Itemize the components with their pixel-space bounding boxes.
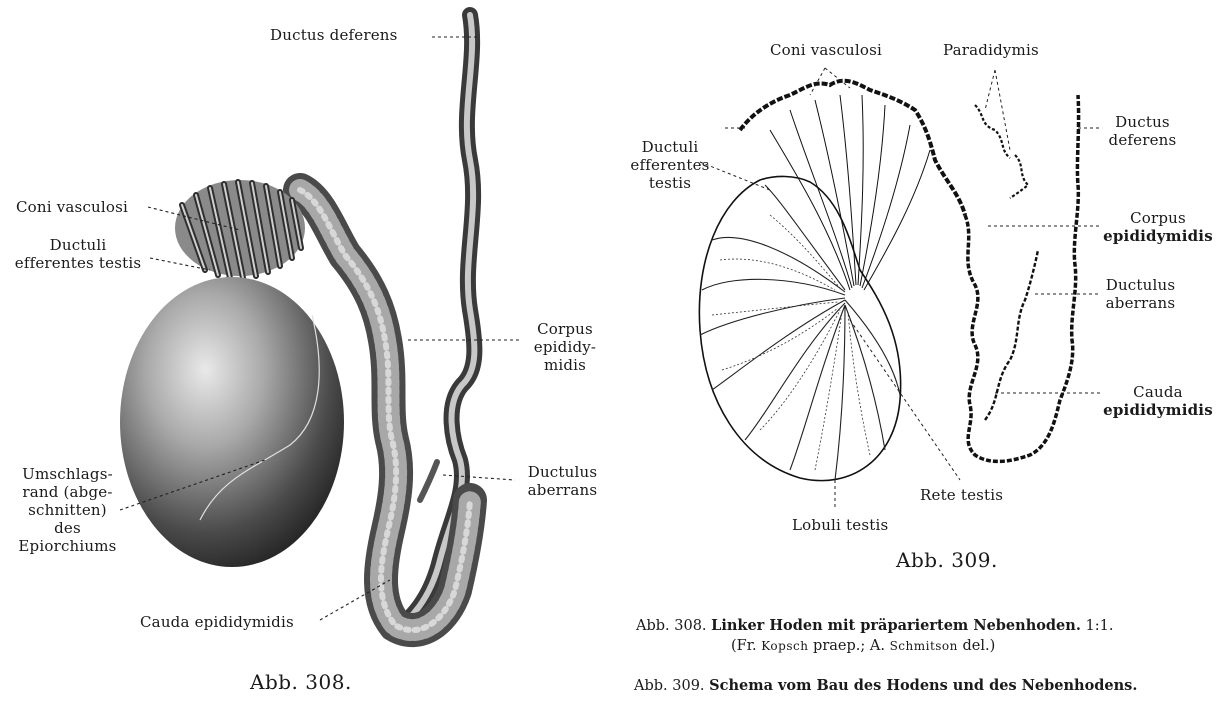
figure-309-caption: Abb. 309. [896, 548, 998, 572]
credit-part-c: praep.; A. [808, 638, 890, 654]
label-ductus-deferens-309 [1100, 113, 1185, 149]
credit-part-a: (Fr. [731, 638, 762, 654]
testis-lobuli-shape [699, 176, 900, 480]
label-ductus309-line1: Ductus [1115, 113, 1170, 131]
label-ductus309-line2: deferens [1108, 131, 1177, 149]
label-ductulus309-line1: Ductulus [1105, 276, 1176, 294]
caption-308-title: Linker Hoden mit präpariertem Nebenhoden. [711, 617, 1081, 634]
corpus-cauda-schematic [965, 95, 1079, 461]
label-corpus309-line2: epididymidis [1103, 227, 1213, 245]
label-cauda-epididymidis-308: Cauda epididymidis [140, 613, 294, 631]
label-umschlag-line5: Epiorchiums [18, 537, 117, 555]
label-lobuli-testis-309: Lobuli testis [792, 516, 889, 534]
label-ductus-deferens-308: Ductus deferens [270, 26, 398, 44]
caption-308-credit [731, 638, 995, 654]
label-umschlag-line3: schnitten) [28, 501, 107, 519]
caption-309-line [634, 677, 1137, 694]
ductulus-aberrans-schematic [985, 250, 1038, 420]
label-coni-vasculosi-309: Coni vasculosi [770, 41, 883, 59]
label-cauda-epididymidis-309 [1098, 383, 1218, 419]
label-ductuli309-line3: testis [648, 174, 692, 192]
label-ductuli309-line1: Ductuli [641, 138, 699, 156]
label-umschlag-line2: rand (abge- [22, 483, 113, 501]
label-ductuli-efferentes-309 [625, 138, 715, 192]
label-ductuli309-line2: efferentes [630, 156, 710, 174]
label-umschlag-line1: Umschlags- [22, 465, 113, 483]
label-coni-vasculosi-308: Coni vasculosi [16, 198, 129, 216]
figure-308-caption: Abb. 308. [250, 670, 352, 694]
label-corpus-line3: midis [543, 356, 587, 374]
label-umschlag-line4: des [54, 519, 81, 537]
label-corpus-line2: epididy- [533, 338, 597, 356]
caption-309-title: Schema vom Bau des Hodens und des Nebenhodens. [709, 677, 1138, 694]
label-rete-testis-309: Rete testis [920, 486, 1004, 504]
label-corpus-epididymidis-309 [1098, 209, 1218, 245]
label-cauda309-line2: epididymidis [1103, 401, 1213, 419]
caption-308-scale: 1:1. [1085, 618, 1114, 634]
label-cauda309-line1: Cauda [1133, 383, 1183, 401]
label-ductuli-line1: Ductuli [49, 236, 107, 254]
label-ductulus-line2: aberrans [527, 481, 598, 499]
label-paradidymis-309: Paradidymis [943, 41, 1039, 59]
credit-author-kopsch: Kopsch [761, 639, 809, 653]
caption-308-line1 [636, 617, 1113, 634]
label-ductulus309-line2: aberrans [1105, 294, 1176, 312]
label-ductuli-line2: efferentes testis [14, 254, 142, 272]
credit-part-e: del.) [957, 638, 996, 654]
paradidymis-schematic [975, 105, 1028, 198]
credit-author-schmitson: Schmitson [889, 639, 958, 653]
label-corpus-line1: Corpus [537, 320, 593, 338]
label-ductulus-aberrans-309 [1098, 276, 1183, 312]
label-corpus309-line1: Corpus [1130, 209, 1186, 227]
caption-309-number: Abb. 309. [634, 678, 705, 694]
label-ductulus-line1: Ductulus [527, 463, 598, 481]
caption-308-number: Abb. 308. [636, 618, 707, 634]
